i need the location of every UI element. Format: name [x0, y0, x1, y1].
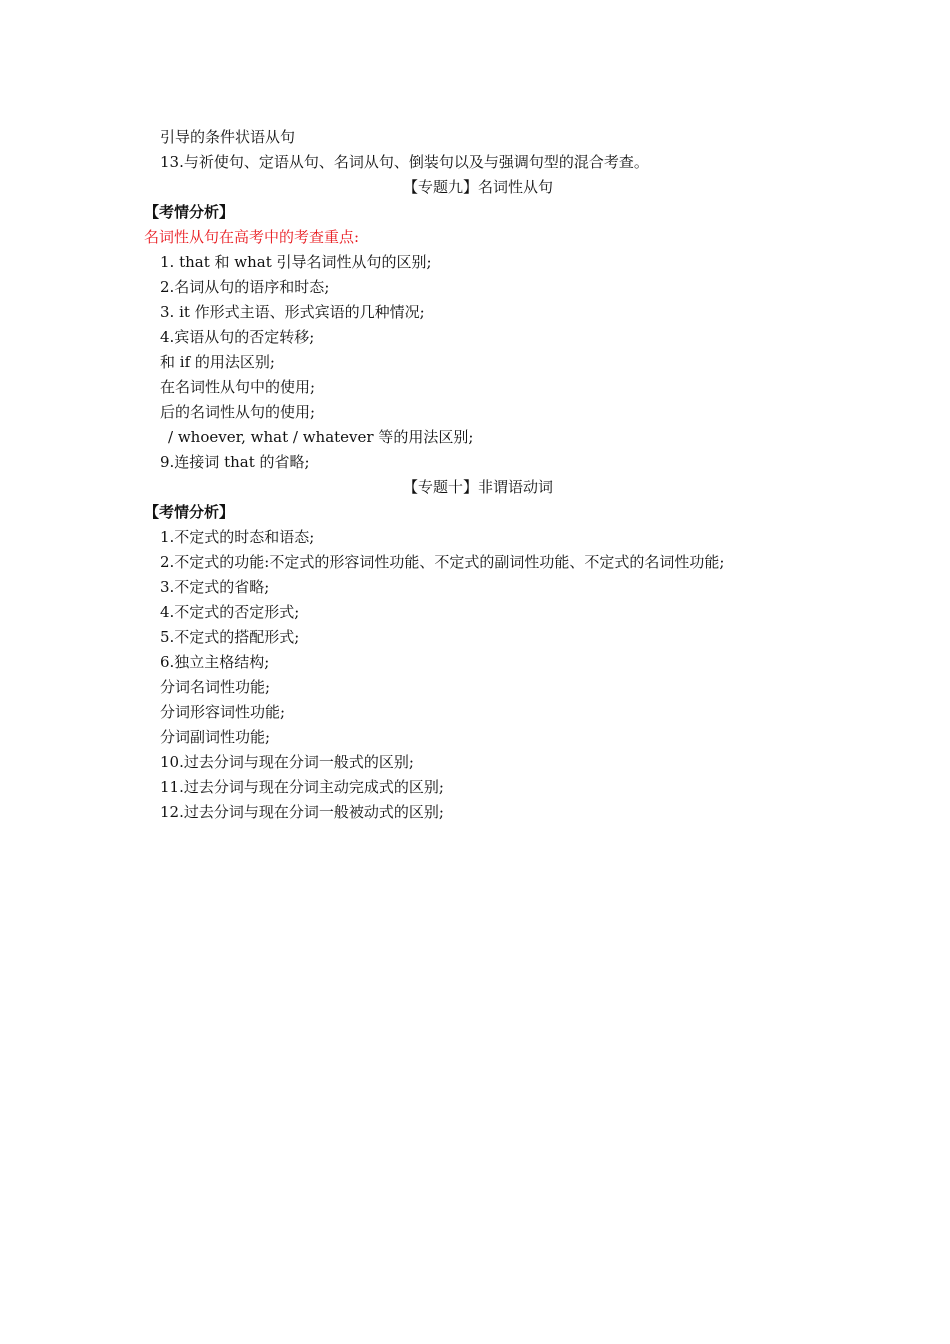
list-item: 1.不定式的时态和语态;: [160, 528, 315, 546]
list-item: 9.连接词 that 的省略;: [160, 453, 310, 471]
list-item: 11.过去分词与现在分词主动完成式的区别;: [160, 778, 444, 796]
list-item: 分词副词性功能;: [160, 728, 271, 746]
list-item: 3. it 作形式主语、形式宾语的几种情况;: [160, 303, 425, 321]
list-item: 2.名词从句的语序和时态;: [160, 278, 330, 296]
section-heading: 【专题九】名词性从句: [402, 178, 553, 196]
list-item: 分词名词性功能;: [160, 678, 271, 696]
list-item: / whoever, what / whatever 等的用法区别;: [168, 428, 474, 446]
list-item: 2.不定式的功能:不定式的形容词性功能、不定式的副词性功能、不定式的名词性功能;: [160, 553, 725, 571]
text-line: 引导的条件状语从句: [160, 128, 296, 146]
list-item: 5.不定式的搭配形式;: [160, 628, 300, 646]
section-heading: 【专题十】非谓语动词: [402, 478, 553, 496]
analysis-label: 【考情分析】: [144, 503, 235, 521]
list-item: 1. that 和 what 引导名词性从句的区别;: [160, 253, 432, 271]
focus-heading: 名词性从句在高考中的考查重点:: [144, 228, 360, 246]
list-item: 在名词性从句中的使用;: [160, 378, 316, 396]
list-item: 4.不定式的否定形式;: [160, 603, 300, 621]
analysis-label: 【考情分析】: [144, 203, 235, 221]
list-item: 10.过去分词与现在分词一般式的区别;: [160, 753, 414, 771]
list-item: 4.宾语从句的否定转移;: [160, 328, 315, 346]
list-item: 和 if 的用法区别;: [160, 353, 275, 371]
text-line: 13.与祈使句、定语从句、名词从句、倒装句以及与强调句型的混合考查。: [160, 153, 649, 171]
list-item: 6.独立主格结构;: [160, 653, 270, 671]
list-item: 12.过去分词与现在分词一般被动式的区别;: [160, 803, 444, 821]
list-item: 3.不定式的省略;: [160, 578, 270, 596]
list-item: 分词形容词性功能;: [160, 703, 286, 721]
list-item: 后的名词性从句的使用;: [160, 403, 316, 421]
